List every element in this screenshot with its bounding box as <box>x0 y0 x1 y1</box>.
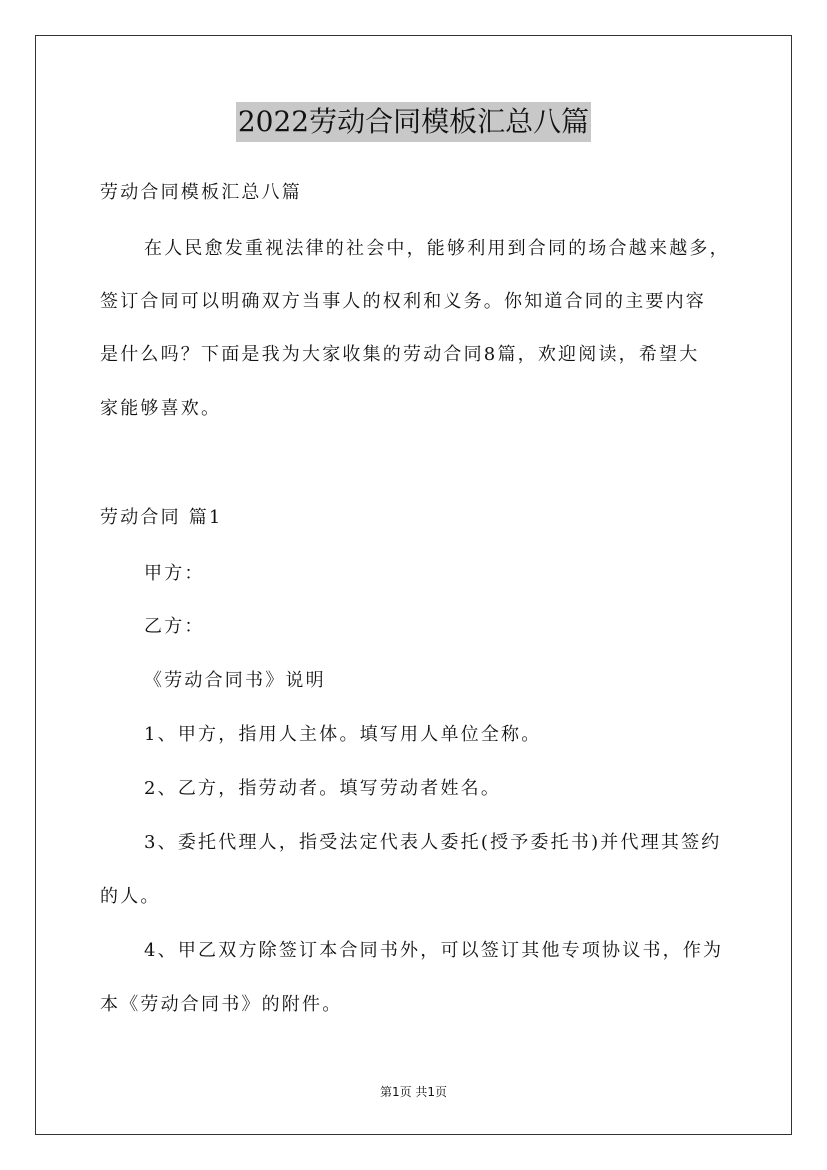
list-item: 3、委托代理人，指受法定代表人委托(授予委托书)并代理其签约 <box>144 832 722 853</box>
list-item: 2、乙方，指劳动者。填写劳动者姓名。 <box>144 778 502 799</box>
title-container <box>0 102 827 142</box>
subtitle-line: 劳动合同模板汇总八篇 <box>100 182 302 203</box>
document-title: 2022劳动合同模板汇总八篇 <box>236 102 591 142</box>
list-item: 4、甲乙双方除签订本合同书外，可以签订其他专项协议书，作为 <box>144 940 724 961</box>
paragraph-line: 家能够喜欢。 <box>100 398 222 419</box>
party-b-label: 乙方： <box>144 616 205 637</box>
page-footer: 第1页 共1页 <box>379 1085 448 1099</box>
list-item-continuation: 本《劳动合同书》的附件。 <box>100 994 343 1015</box>
paragraph-line: 在人民愈发重视法律的社会中，能够利用到合同的场合越来越多， <box>144 238 730 259</box>
section-heading: 劳动合同 篇1 <box>100 507 223 528</box>
explanation-heading: 《劳动合同书》说明 <box>144 670 326 691</box>
list-item: 1、甲方，指用人主体。填写用人单位全称。 <box>144 724 542 745</box>
party-a-label: 甲方： <box>144 563 205 584</box>
paragraph-line: 签订合同可以明确双方当事人的权利和义务。你知道合同的主要内容 <box>100 291 706 312</box>
paragraph-line: 是什么吗？下面是我为大家收集的劳动合同8篇，欢迎阅读，希望大 <box>100 344 700 365</box>
list-item-continuation: 的人。 <box>100 886 161 907</box>
